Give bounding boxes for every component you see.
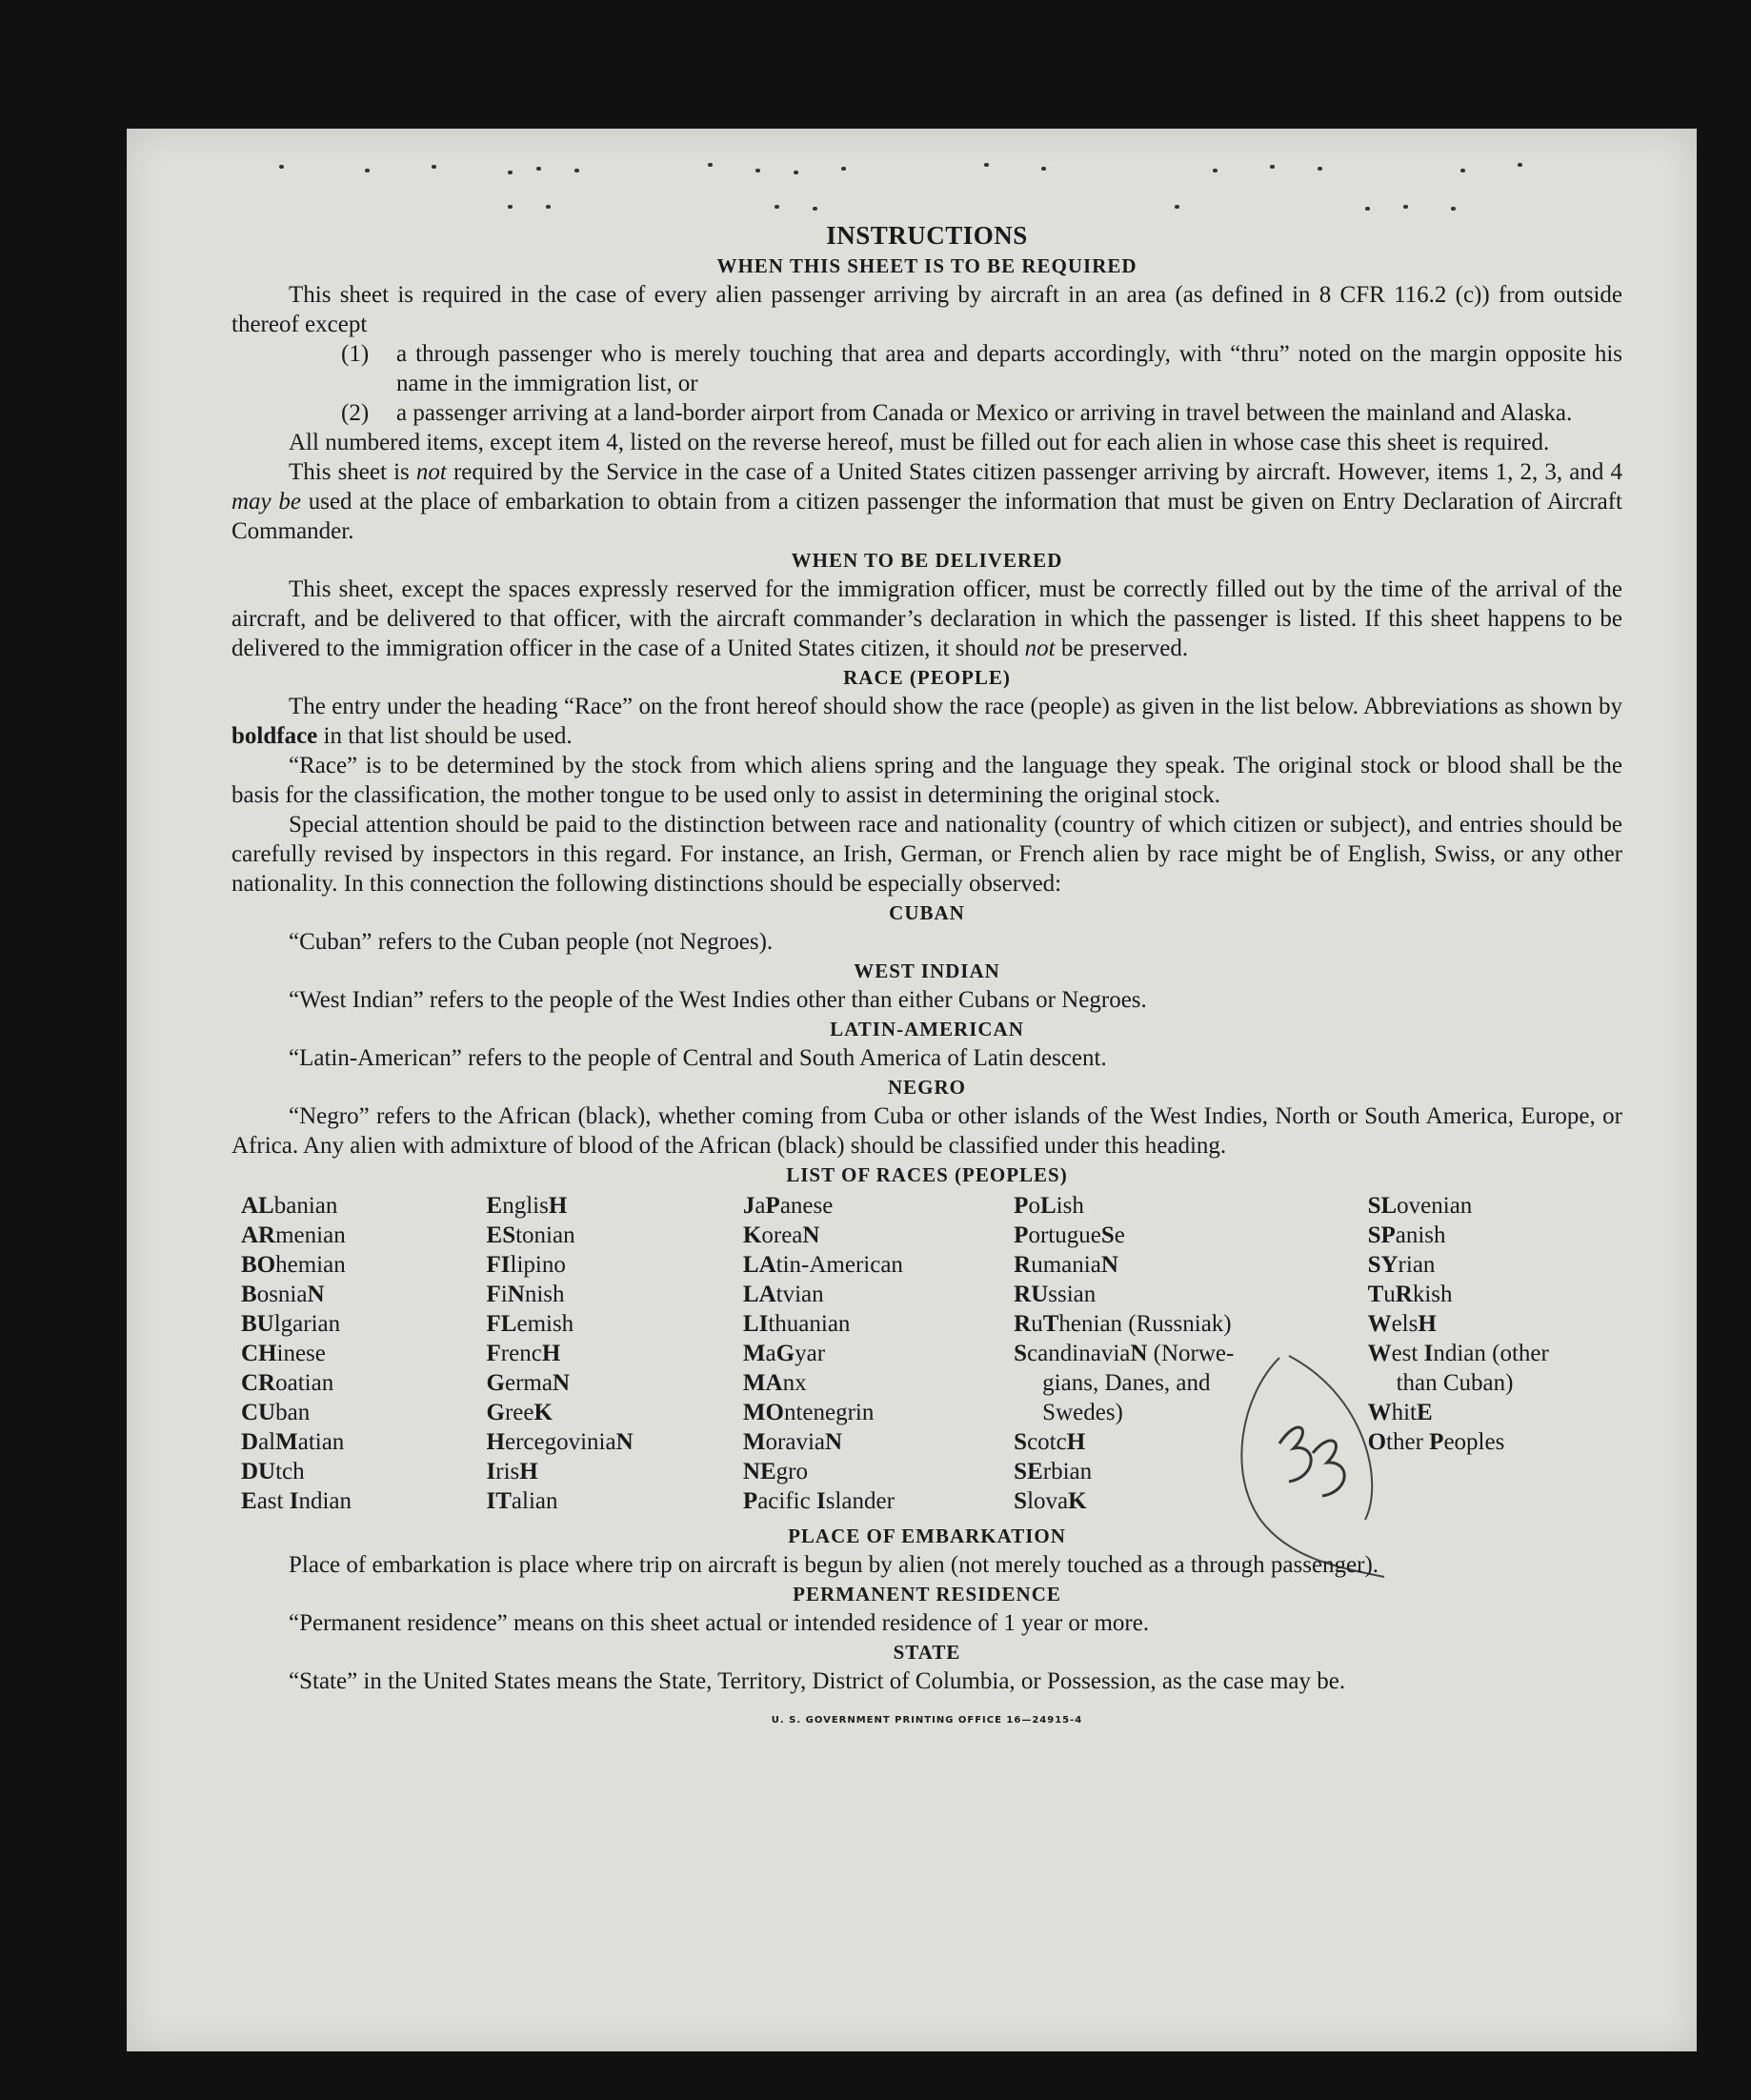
race-entry: MOntenegrin	[742, 1400, 875, 1425]
exception-item-2	[231, 398, 1622, 428]
latin-american-text: “Latin-American” refers to the people of Central and South America of Latin descent.	[289, 1045, 1107, 1071]
race-entry: DUtch	[241, 1459, 305, 1484]
race-entry: RUssian	[1014, 1282, 1097, 1307]
race-paragraph-2: “Race” is to be determined by the stock from which aliens spring and the language they speak. The original stock or blood shall be the basis for the classification, the mother tongue to be used only to assist in determining the original stock.	[231, 753, 1622, 808]
heading-cuban: CUBAN	[889, 901, 965, 924]
race-list	[241, 1191, 1622, 1516]
race-entry: MoraviaN	[742, 1429, 843, 1455]
race-column-4	[1014, 1191, 1367, 1516]
race-column-1	[241, 1191, 487, 1516]
race-entry: LAtvian	[742, 1282, 824, 1307]
document-sheet	[127, 129, 1697, 2051]
race-entry: East Indian	[241, 1488, 352, 1514]
race-entry: SPanish	[1367, 1222, 1446, 1248]
race-entry: CUban	[241, 1400, 311, 1425]
race-entry: BosniaN	[241, 1282, 325, 1307]
race-entry: RuThenian (Russniak)	[1014, 1311, 1232, 1337]
race-entry: CHinese	[241, 1341, 326, 1366]
race-entry: FiNnish	[486, 1282, 565, 1307]
race-paragraph-1: The entry under the heading “Race” on the front hereof should show the race (people) as given in the list below. Abbreviations as shown by boldface in that list should be used.	[231, 694, 1622, 749]
west-indian-text: “West Indian” refers to the people of the West Indies other than either Cubans or Negroes.	[289, 987, 1147, 1013]
exception-text: a passenger arriving at a land-border airport from Canada or Mexico or arriving in travel between the mainland and Alaska.	[396, 400, 1573, 426]
race-entry: EnglisH	[486, 1193, 568, 1219]
exception-number: (2)	[341, 400, 370, 426]
heading-race: RACE (PEOPLE)	[843, 666, 1011, 689]
heading-when-delivered: WHEN TO BE DELIVERED	[791, 549, 1063, 572]
negro-text: “Negro” refers to the African (black), whether coming from Cuba or other islands of the West Indies, North or South America, Europe, or Africa. Any alien with admixture of blood of the African (black) should be classified under this heading.	[231, 1103, 1622, 1159]
race-entry: ARmenian	[241, 1222, 346, 1248]
race-entry: LAtin-American	[742, 1252, 903, 1278]
heading-state: STATE	[893, 1641, 961, 1664]
race-entry: ScandinaviaN (Norwe-	[1014, 1341, 1235, 1366]
race-entry: JaPanese	[742, 1193, 834, 1219]
race-entry: KoreaN	[742, 1222, 820, 1248]
race-entry: PortugueSe	[1014, 1222, 1125, 1248]
race-entry: WhitE	[1367, 1400, 1433, 1425]
race-entry: FLemish	[486, 1311, 574, 1337]
race-entry: ALbanian	[241, 1193, 338, 1219]
permanent-residence-text: “Permanent residence” means on this sheet actual or intended residence of 1 year or more.	[289, 1610, 1150, 1636]
required-paragraph-3: This sheet is not required by the Service in the case of a United States citizen passenger arriving by aircraft. However, items 1, 2, 3, and 4 may be used at the place of embarkation to obtain from a citizen passenger the information that must be given on Entry Declaration of Aircraft Commander.	[231, 459, 1623, 544]
race-entry: West Indian (other	[1367, 1341, 1549, 1366]
race-entry: BUlgarian	[241, 1311, 341, 1337]
exception-item-1	[231, 339, 1622, 398]
heading-west-indian: WEST INDIAN	[854, 959, 1000, 982]
required-paragraph-1: This sheet is required in the case of every alien passenger arriving by aircraft in an area (as defined in 8 CFR 116.2 (c)) from outside thereof except	[231, 282, 1622, 337]
race-entry: BOhemian	[241, 1252, 346, 1278]
heading-list-of-races: LIST OF RACES (PEOPLES)	[786, 1163, 1068, 1186]
race-entry: SLovenian	[1367, 1193, 1473, 1219]
race-entry: RumaniaN	[1014, 1252, 1118, 1278]
race-entry: than Cuban)	[1396, 1370, 1514, 1396]
race-entry: HercegoviniaN	[486, 1429, 634, 1455]
race-entry: Pacific Islander	[742, 1488, 895, 1514]
heading-when-required: WHEN THIS SHEET IS TO BE REQUIRED	[716, 254, 1137, 277]
embarkation-text: Place of embarkation is place where trip on aircraft is begun by alien (not merely touched as a through passenger).	[289, 1552, 1379, 1578]
race-entry: FrencH	[486, 1341, 561, 1366]
exception-number: (1)	[341, 341, 370, 367]
race-entry: CRoatian	[241, 1370, 334, 1396]
state-text: “State” in the United States means the State, Territory, District of Columbia, or Possession, as the case may be.	[289, 1668, 1346, 1694]
race-entry: MAnx	[742, 1370, 807, 1396]
page-title: INSTRUCTIONS	[826, 221, 1028, 250]
race-entry: MaGyar	[742, 1341, 826, 1366]
race-paragraph-3: Special attention should be paid to the distinction between race and nationality (country of which citizen or subject), and entries should be carefully revised by inspectors in this regard. For instance, an Irish, German, or French alien by race might be of English, Swiss, or any other nationality. In this connection the following distinctions should be especially observed:	[231, 812, 1622, 897]
race-entry: TuRkish	[1367, 1282, 1453, 1307]
delivered-paragraph: This sheet, except the spaces expressly reserved for the immigration officer, must be correctly filled out by the time of the arrival of the aircraft, and be delivered to that officer, with the aircraft commander’s declaration in which the passenger is listed. If this sheet happens to be delivered to the immigration officer in the case of a United States citizen, it should not be preserved.	[231, 576, 1622, 661]
instructions-body	[231, 219, 1622, 1735]
race-entry: SErbian	[1014, 1459, 1093, 1484]
race-entry: DalMatian	[241, 1429, 345, 1455]
race-entry: IrisH	[486, 1459, 538, 1484]
required-paragraph-2: All numbered items, except item 4, listed on the reverse hereof, must be filled out for each alien in whose case this sheet is required.	[289, 430, 1550, 455]
printing-office-footer: U. S. GOVERNMENT PRINTING OFFICE 16—24915-4	[771, 1715, 1083, 1726]
race-entry: SlovaK	[1014, 1488, 1087, 1514]
race-entry: ScotcH	[1014, 1429, 1086, 1455]
heading-permanent-residence: PERMANENT RESIDENCE	[793, 1583, 1061, 1605]
cuban-text: “Cuban” refers to the Cuban people (not Negroes).	[289, 929, 774, 955]
race-entry: EStonian	[486, 1222, 575, 1248]
heading-latin-american: LATIN-AMERICAN	[830, 1018, 1024, 1040]
race-column-2	[487, 1191, 743, 1516]
heading-negro: NEGRO	[887, 1076, 966, 1099]
race-entry: FIlipino	[486, 1252, 566, 1278]
race-entry: ITalian	[486, 1488, 558, 1514]
race-entry: WelsH	[1367, 1311, 1437, 1337]
race-entry: gians, Danes, and	[1042, 1370, 1211, 1396]
race-column-3	[743, 1191, 1014, 1516]
exception-text: a through passenger who is merely touching that area and departs accordingly, with “thru” noted on the margin opposite his name in the immigration list, or	[396, 341, 1622, 396]
printing-specks	[260, 157, 1594, 214]
heading-embarkation: PLACE OF EMBARKATION	[788, 1525, 1066, 1547]
race-entry: Swedes)	[1042, 1400, 1123, 1425]
race-column-5	[1368, 1191, 1622, 1516]
race-entry: GreeK	[486, 1400, 553, 1425]
race-entry: NEgro	[742, 1459, 808, 1484]
race-entry: GermaN	[486, 1370, 570, 1396]
race-entry: PoLish	[1014, 1193, 1084, 1219]
race-entry: Other Peoples	[1367, 1429, 1505, 1455]
race-entry: SYrian	[1367, 1252, 1436, 1278]
race-entry: LIthuanian	[742, 1311, 851, 1337]
